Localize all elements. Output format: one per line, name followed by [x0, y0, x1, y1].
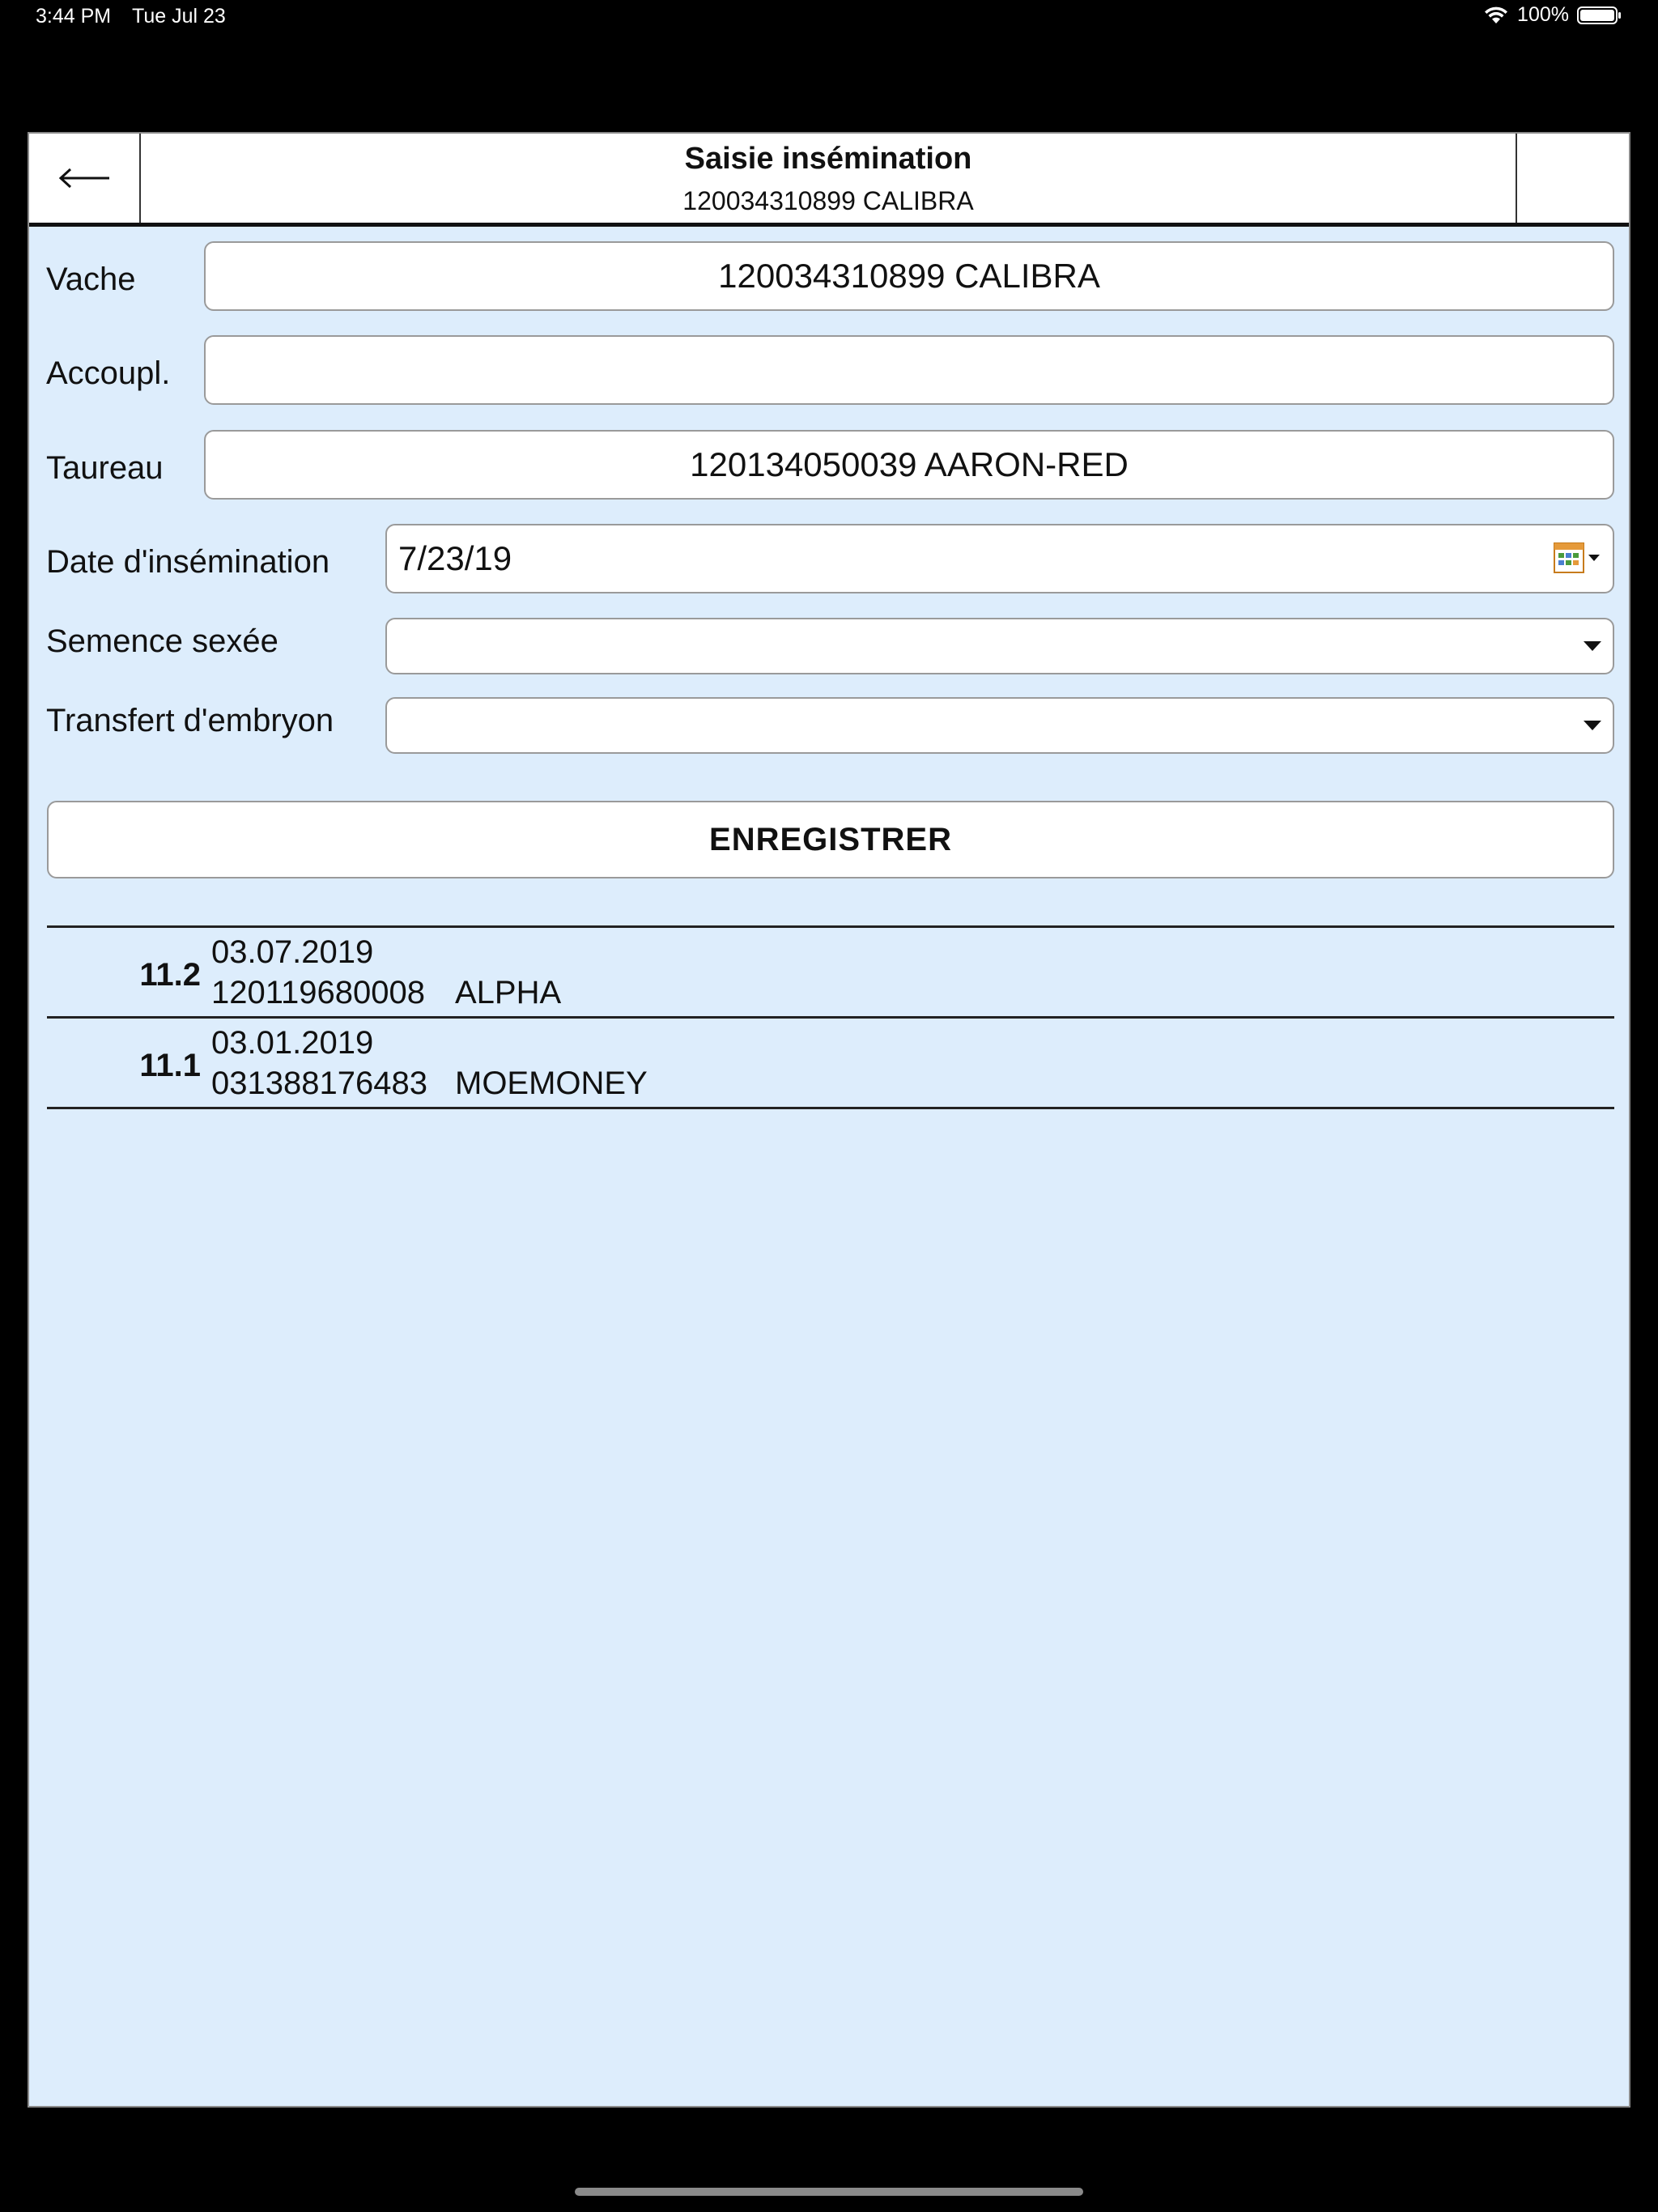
status-date: Tue Jul 23 [132, 5, 226, 28]
taureau-field[interactable] [204, 430, 1614, 500]
back-button[interactable] [29, 134, 141, 223]
taureau-label: Taureau [46, 450, 164, 486]
page-title: Saisie insémination [684, 142, 972, 176]
battery-percent: 100% [1517, 3, 1569, 26]
semence-sexee-toggle[interactable] [1584, 619, 1601, 673]
history-date: 03.07.2019 [211, 934, 374, 970]
app-panel [28, 132, 1630, 2108]
date-insemination-label: Date d'insémination [46, 544, 330, 580]
status-right [1483, 3, 1622, 27]
left-arrow-icon [57, 166, 111, 190]
date-picker-toggle[interactable] [1553, 525, 1601, 592]
history-bull-id: 031388176483 [211, 1066, 427, 1101]
page-subtitle: 120034310899 CALIBRA [682, 186, 974, 215]
status-time: 3:44 PM [36, 5, 112, 28]
transfert-embryon-label: Transfert d'embryon [46, 703, 334, 738]
history-row[interactable] [47, 1019, 1614, 1109]
vache-value: 120034310899 CALIBRA [718, 257, 1100, 295]
transfert-embryon-toggle[interactable] [1584, 699, 1601, 752]
history-number: 11.1 [139, 1048, 201, 1083]
accoupl-field[interactable] [204, 335, 1614, 405]
history-bull-name: ALPHA [455, 975, 562, 1010]
save-button[interactable]: ENREGISTRER [47, 801, 1614, 878]
vache-label: Vache [46, 262, 136, 297]
history-number: 11.2 [139, 957, 201, 993]
history-date: 03.01.2019 [211, 1025, 374, 1061]
semence-sexee-select[interactable] [385, 618, 1614, 674]
taureau-value: 120134050039 AARON-RED [690, 445, 1129, 483]
semence-sexee-label: Semence sexée [46, 623, 278, 659]
status-bar [0, 0, 1658, 32]
history-bull-id: 120119680008 [211, 975, 425, 1010]
transfert-embryon-select[interactable] [385, 697, 1614, 754]
date-insemination-value: 7/23/19 [398, 539, 512, 577]
calendar-icon [1553, 540, 1601, 577]
history-bull-name: MOEMONEY [455, 1066, 648, 1101]
header [29, 134, 1629, 227]
chevron-down-icon [1584, 721, 1601, 730]
home-indicator[interactable] [575, 2188, 1083, 2196]
header-right-slot [1516, 134, 1629, 223]
chevron-down-icon [1584, 641, 1601, 651]
history-list [47, 925, 1614, 1109]
vache-field[interactable] [204, 241, 1614, 311]
battery-icon [1577, 6, 1622, 25]
date-insemination-field[interactable] [385, 524, 1614, 593]
wifi-icon [1483, 6, 1509, 25]
history-row[interactable] [47, 928, 1614, 1019]
accoupl-label: Accoupl. [46, 355, 171, 391]
